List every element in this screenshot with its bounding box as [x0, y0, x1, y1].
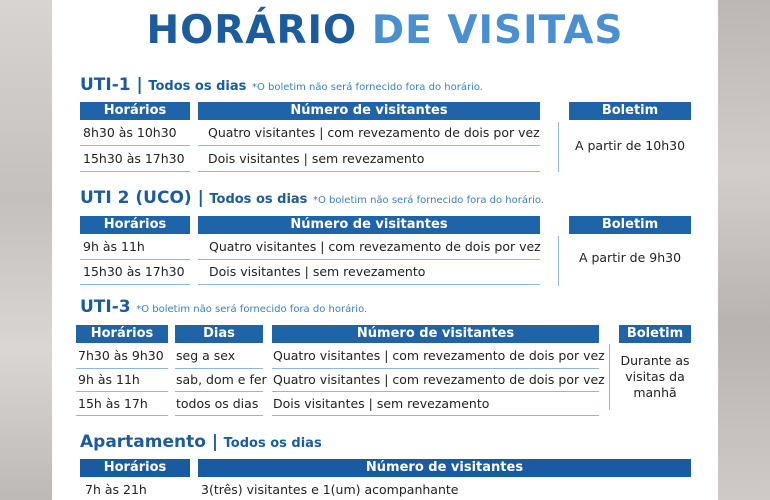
uti3-note: *O boletim não será fornecido fora do horário. — [136, 304, 368, 315]
apartamento-header-visitantes: Número de visitantes — [198, 459, 691, 477]
uti1-divider — [198, 171, 540, 172]
uti1-header-visitantes: Número de visitantes — [198, 102, 540, 120]
uti2-row2-horario: 15h30 às 17h30 — [83, 264, 185, 279]
uti3-header-visitantes: Número de visitantes — [272, 325, 599, 343]
apartamento-days: Todos os dias — [223, 436, 322, 451]
uti3-row3-horario: 15h às 17h — [78, 396, 148, 411]
uti3-name: UTI-3 — [80, 297, 131, 317]
uti1-boletim: A partir de 10h30 — [574, 138, 686, 153]
page-title — [52, 8, 718, 53]
uti2-divider — [198, 259, 540, 260]
uti1-divider — [80, 171, 190, 172]
uti3-divider — [272, 368, 599, 369]
uti1-header-horarios: Horários — [80, 102, 190, 120]
uti3-vertical-divider — [609, 344, 610, 410]
uti3-row2-dias: sab, dom e fer — [176, 372, 267, 387]
uti1-name: UTI-1 | — [80, 75, 143, 95]
uti1-divider — [80, 145, 190, 146]
uti3-row1-horario: 7h30 às 9h30 — [78, 348, 164, 363]
uti3-divider — [272, 415, 599, 416]
uti2-header-boletim: Boletim — [569, 216, 691, 234]
apartamento-row1-horario: 7h às 21h — [85, 482, 147, 497]
uti3-divider — [76, 415, 168, 416]
visiting-hours-card — [52, 0, 718, 500]
uti2-header-horarios: Horários — [80, 216, 190, 234]
uti3-divider — [175, 391, 263, 392]
uti3-heading — [80, 297, 367, 317]
uti2-days: Todos os dias — [209, 192, 308, 207]
uti1-divider — [198, 145, 540, 146]
uti3-row3-dias: todos os dias — [176, 396, 259, 411]
uti3-divider — [76, 391, 168, 392]
uti1-note: *O boletim não será fornecido fora do horário. — [251, 82, 483, 93]
uti3-boletim-line3: manhã — [633, 385, 677, 400]
uti3-row1-dias: seg a sex — [176, 348, 236, 363]
apartamento-row1-visitantes: 3(três) visitantes e 1(um) acompanhante — [201, 482, 459, 497]
uti3-row2-horario: 9h às 11h — [78, 372, 140, 387]
uti3-boletim-line2: visitas da — [625, 369, 685, 384]
uti3-header-horarios: Horários — [76, 325, 168, 343]
uti3-divider — [272, 391, 599, 392]
uti3-divider — [76, 368, 168, 369]
uti1-heading — [80, 75, 483, 95]
uti3-boletim — [614, 353, 696, 401]
background-left — [0, 0, 52, 500]
uti1-row2-visitantes: Dois visitantes | sem revezamento — [208, 151, 425, 166]
uti2-row1-horario: 9h às 11h — [83, 239, 145, 254]
uti2-row2-visitantes: Dois visitantes | sem revezamento — [209, 264, 426, 279]
uti2-divider — [80, 284, 190, 285]
uti2-divider — [80, 259, 190, 260]
uti3-divider — [175, 368, 263, 369]
title-part2: DE VISITAS — [371, 8, 624, 53]
uti3-header-boletim: Boletim — [619, 325, 691, 343]
uti1-row2-horario: 15h30 às 17h30 — [83, 151, 185, 166]
uti2-row1-visitantes: Quatro visitantes | com revezamento de dois por vez — [209, 239, 541, 254]
background-right — [718, 0, 770, 500]
apartamento-heading — [80, 432, 322, 452]
uti1-days: Todos os dias — [148, 79, 247, 94]
uti2-heading — [80, 188, 544, 208]
uti1-row1-horario: 8h30 às 10h30 — [83, 125, 177, 140]
uti3-row1-visitantes: Quatro visitantes | com revezamento de dois por vez — [273, 348, 605, 363]
apartamento-name: Apartamento | — [80, 432, 219, 452]
uti1-header-boletim: Boletim — [569, 102, 691, 120]
uti2-divider — [198, 284, 540, 285]
uti1-row1-visitantes: Quatro visitantes | com revezamento de dois por vez — [208, 125, 540, 140]
uti3-divider — [175, 415, 263, 416]
uti2-note: *O boletim não será fornecido fora do horário. — [313, 195, 545, 206]
uti2-name: UTI 2 (UCO) | — [80, 188, 204, 208]
title-part1: HORÁRIO — [146, 8, 358, 53]
uti3-header-dias: Dias — [175, 325, 263, 343]
uti1-vertical-divider — [558, 122, 559, 172]
uti2-vertical-divider — [558, 236, 559, 286]
uti2-header-visitantes: Número de visitantes — [198, 216, 540, 234]
uti3-row3-visitantes: Dois visitantes | sem revezamento — [273, 396, 490, 411]
uti3-row2-visitantes: Quatro visitantes | com revezamento de dois por vez — [273, 372, 605, 387]
uti3-boletim-line1: Durante as — [620, 353, 690, 368]
uti2-boletim: A partir de 9h30 — [578, 250, 682, 265]
apartamento-header-horarios: Horários — [80, 459, 190, 477]
